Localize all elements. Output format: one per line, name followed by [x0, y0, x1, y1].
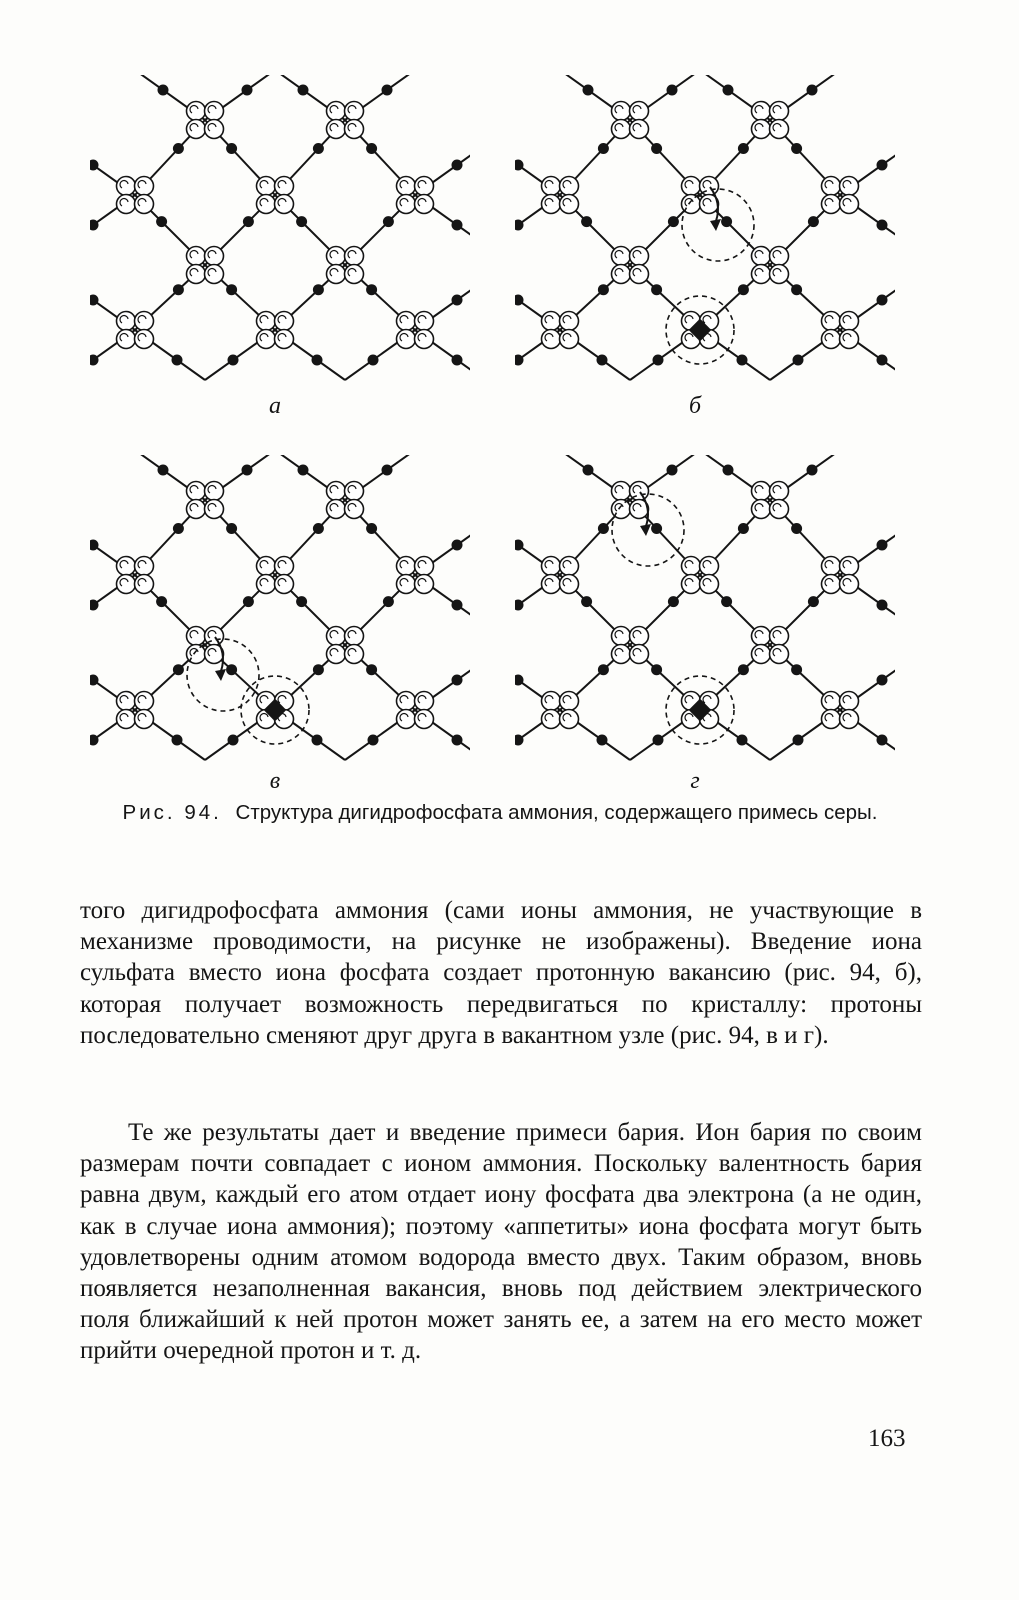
- proton: [653, 735, 664, 746]
- oxygen-atom: [135, 575, 154, 594]
- proton: [452, 735, 463, 746]
- oxygen-atom: [840, 575, 859, 594]
- oxygen-atom: [822, 330, 841, 349]
- oxygen-atom: [397, 557, 416, 576]
- oxygen-atom: [397, 692, 416, 711]
- proton: [173, 664, 184, 675]
- oxygen-atom: [542, 330, 561, 349]
- proton: [228, 355, 239, 366]
- oxygen-atom: [612, 120, 631, 139]
- oxygen-atom: [275, 575, 294, 594]
- oxygen-atom: [135, 710, 154, 729]
- oxygen-atom: [770, 247, 789, 266]
- oxygen-atom: [630, 247, 649, 266]
- oxygen-atom: [187, 120, 206, 139]
- figure-94: [90, 75, 910, 795]
- proton: [877, 295, 888, 306]
- oxygen-atom: [117, 710, 136, 729]
- oxygen-atom: [840, 177, 859, 196]
- paragraph-2-text: Те же результаты дает и введение примеси бария. Ион бария по своим размерам почти совпадает с ионом аммония. Поскольку валентность бария равна двум, каждый его атом отдает иону фосфата два электрона (а не один, как в случае иона аммония); поэтому «аппетиты» иона фосфата могут быть удовлетворены одним атомом водорода вместо двух. Таким образом, вновь появляется незаполненная вакансия, вновь под действием электрического поля ближайший к ней протон может занять ее, а затем на его место может прийти очередной протон и т. д.: [80, 1119, 922, 1365]
- proton: [226, 143, 237, 154]
- proton: [581, 216, 592, 227]
- proton: [158, 465, 169, 476]
- proton: [597, 735, 608, 746]
- proton: [366, 284, 377, 295]
- proton: [598, 284, 609, 295]
- oxygen-atom: [327, 500, 346, 519]
- proton: [651, 664, 662, 675]
- oxygen-atom: [770, 500, 789, 519]
- proton: [242, 85, 253, 96]
- oxygen-atom: [770, 120, 789, 139]
- proton: [298, 85, 309, 96]
- phosphate-group-lower-center: [682, 312, 719, 349]
- proton: [296, 216, 307, 227]
- oxygen-atom: [770, 645, 789, 664]
- arrow-head-icon: [640, 524, 651, 536]
- figure-panel-v: [90, 455, 470, 765]
- oxygen-atom: [700, 557, 719, 576]
- proton: [366, 523, 377, 534]
- proton: [226, 523, 237, 534]
- oxygen-atom: [612, 102, 631, 121]
- oxygen-atom: [205, 120, 224, 139]
- proton: [242, 465, 253, 476]
- proton: [226, 664, 237, 675]
- proton: [598, 143, 609, 154]
- oxygen-atom: [117, 312, 136, 331]
- oxygen-atom: [415, 330, 434, 349]
- proton: [452, 675, 463, 686]
- oxygen-atom: [700, 575, 719, 594]
- proton: [383, 596, 394, 607]
- oxygen-atom: [275, 195, 294, 214]
- proton: [807, 85, 818, 96]
- proton: [156, 596, 167, 607]
- proton: [452, 160, 463, 171]
- oxygen-atom: [257, 557, 276, 576]
- proton: [597, 355, 608, 366]
- proton: [791, 664, 802, 675]
- proton: [791, 523, 802, 534]
- oxygen-atom: [612, 482, 631, 501]
- oxygen-atom: [542, 692, 561, 711]
- oxygen-atom: [770, 102, 789, 121]
- proton: [313, 284, 324, 295]
- oxygen-atom: [560, 557, 579, 576]
- oxygen-atom: [752, 482, 771, 501]
- proton: [383, 216, 394, 227]
- oxygen-atom: [630, 627, 649, 646]
- oxygen-atom: [560, 710, 579, 729]
- oxygen-atom: [542, 177, 561, 196]
- oxygen-atom: [752, 500, 771, 519]
- proton: [877, 540, 888, 551]
- caption-text: Структура дигидрофосфата аммония, содержащего примесь серы.: [235, 801, 878, 824]
- oxygen-atom: [345, 645, 364, 664]
- proton: [793, 355, 804, 366]
- proton: [243, 596, 254, 607]
- oxygen-atom: [630, 265, 649, 284]
- oxygen-atom: [840, 557, 859, 576]
- proton: [807, 465, 818, 476]
- oxygen-atom: [752, 120, 771, 139]
- oxygen-atom: [560, 330, 579, 349]
- oxygen-atom: [822, 710, 841, 729]
- oxygen-atom: [822, 195, 841, 214]
- phosphate-group-lower-center: [257, 692, 294, 729]
- lattice-diagram-v: [90, 455, 470, 765]
- proton: [158, 85, 169, 96]
- paragraph-1: [80, 895, 922, 1051]
- proton: [368, 735, 379, 746]
- oxygen-atom: [117, 195, 136, 214]
- proton: [738, 664, 749, 675]
- oxygen-atom: [117, 557, 136, 576]
- proton: [173, 284, 184, 295]
- arrow-head-icon: [215, 669, 226, 681]
- proton: [808, 596, 819, 607]
- lattice-diagram-g: [515, 455, 895, 765]
- oxygen-atom: [542, 557, 561, 576]
- proton: [651, 523, 662, 534]
- proton: [723, 85, 734, 96]
- page-number: 163: [868, 1425, 906, 1452]
- oxygen-atom: [327, 645, 346, 664]
- oxygen-atom: [327, 265, 346, 284]
- figure-panel-g: [515, 455, 895, 765]
- panel-label-b: б: [688, 393, 702, 419]
- proton: [452, 540, 463, 551]
- oxygen-atom: [345, 482, 364, 501]
- oxygen-atom: [257, 575, 276, 594]
- proton: [738, 284, 749, 295]
- proton: [172, 355, 183, 366]
- oxygen-atom: [770, 482, 789, 501]
- proton: [721, 596, 732, 607]
- oxygen-atom: [135, 330, 154, 349]
- oxygen-atom: [397, 312, 416, 331]
- proton: [368, 355, 379, 366]
- proton: [452, 220, 463, 231]
- oxygen-atom: [345, 627, 364, 646]
- oxygen-atom: [840, 692, 859, 711]
- oxygen-atom: [275, 330, 294, 349]
- oxygen-atom: [630, 120, 649, 139]
- proton: [877, 735, 888, 746]
- proton: [312, 735, 323, 746]
- proton: [452, 355, 463, 366]
- proton: [313, 664, 324, 675]
- oxygen-atom: [822, 575, 841, 594]
- oxygen-atom: [752, 247, 771, 266]
- oxygen-atom: [205, 102, 224, 121]
- oxygen-atom: [560, 575, 579, 594]
- oxygen-atom: [840, 330, 859, 349]
- oxygen-atom: [327, 627, 346, 646]
- oxygen-atom: [275, 177, 294, 196]
- oxygen-atom: [415, 557, 434, 576]
- proton: [653, 355, 664, 366]
- figure-panel-a: [90, 75, 470, 385]
- oxygen-atom: [345, 500, 364, 519]
- oxygen-atom: [205, 482, 224, 501]
- proton: [877, 160, 888, 171]
- proton: [877, 600, 888, 611]
- oxygen-atom: [135, 312, 154, 331]
- oxygen-atom: [135, 195, 154, 214]
- oxygen-atom: [822, 312, 841, 331]
- oxygen-atom: [257, 312, 276, 331]
- proton: [737, 355, 748, 366]
- oxygen-atom: [415, 177, 434, 196]
- oxygen-atom: [187, 500, 206, 519]
- proton: [226, 284, 237, 295]
- proton: [366, 143, 377, 154]
- oxygen-atom: [205, 500, 224, 519]
- proton: [667, 465, 678, 476]
- proton: [366, 664, 377, 675]
- oxygen-atom: [415, 710, 434, 729]
- oxygen-atom: [542, 710, 561, 729]
- oxygen-atom: [560, 177, 579, 196]
- oxygen-atom: [327, 247, 346, 266]
- proton: [737, 735, 748, 746]
- oxygen-atom: [187, 265, 206, 284]
- oxygen-atom: [682, 575, 701, 594]
- caption-figure-number: Рис. 94.: [122, 801, 222, 824]
- oxygen-atom: [415, 692, 434, 711]
- oxygen-atom: [752, 102, 771, 121]
- proton: [583, 85, 594, 96]
- oxygen-atom: [257, 177, 276, 196]
- oxygen-atom: [135, 177, 154, 196]
- oxygen-atom: [840, 312, 859, 331]
- oxygen-atom: [415, 195, 434, 214]
- figure-panel-b: [515, 75, 895, 385]
- oxygen-atom: [822, 177, 841, 196]
- oxygen-atom: [117, 330, 136, 349]
- proton: [173, 143, 184, 154]
- oxygen-atom: [187, 627, 206, 646]
- figure-caption: [80, 800, 920, 825]
- oxygen-atom: [135, 692, 154, 711]
- oxygen-atom: [117, 575, 136, 594]
- oxygen-atom: [205, 247, 224, 266]
- proton: [313, 143, 324, 154]
- arrow-head-icon: [710, 219, 721, 231]
- proton: [228, 735, 239, 746]
- oxygen-atom: [397, 710, 416, 729]
- proton: [452, 600, 463, 611]
- proton: [173, 523, 184, 534]
- proton: [452, 295, 463, 306]
- panel-label-a: а: [269, 393, 281, 419]
- proton: [598, 523, 609, 534]
- oxygen-atom: [205, 265, 224, 284]
- oxygen-atom: [612, 645, 631, 664]
- proton: [313, 523, 324, 534]
- oxygen-atom: [117, 177, 136, 196]
- proton: [668, 596, 679, 607]
- oxygen-atom: [257, 195, 276, 214]
- oxygen-atom: [415, 312, 434, 331]
- oxygen-atom: [752, 645, 771, 664]
- oxygen-atom: [612, 627, 631, 646]
- proton: [791, 284, 802, 295]
- oxygen-atom: [257, 330, 276, 349]
- proton: [156, 216, 167, 227]
- oxygen-atom: [275, 312, 294, 331]
- proton: [877, 220, 888, 231]
- proton: [877, 355, 888, 366]
- proton: [172, 735, 183, 746]
- proton: [583, 465, 594, 476]
- oxygen-atom: [135, 557, 154, 576]
- proton: [581, 596, 592, 607]
- oxygen-atom: [822, 692, 841, 711]
- oxygen-atom: [752, 265, 771, 284]
- proton: [723, 465, 734, 476]
- oxygen-atom: [612, 265, 631, 284]
- proton: [667, 85, 678, 96]
- proton: [877, 675, 888, 686]
- oxygen-atom: [397, 575, 416, 594]
- oxygen-atom: [682, 557, 701, 576]
- oxygen-atom: [822, 557, 841, 576]
- oxygen-atom: [542, 195, 561, 214]
- oxygen-atom: [560, 195, 579, 214]
- oxygen-atom: [397, 330, 416, 349]
- paragraph-2: [80, 1117, 922, 1367]
- oxygen-atom: [542, 575, 561, 594]
- oxygen-atom: [770, 627, 789, 646]
- proton: [808, 216, 819, 227]
- oxygen-atom: [397, 195, 416, 214]
- proton: [793, 735, 804, 746]
- oxygen-atom: [345, 102, 364, 121]
- proton: [721, 216, 732, 227]
- proton: [312, 355, 323, 366]
- oxygen-atom: [560, 312, 579, 331]
- oxygen-atom: [752, 627, 771, 646]
- proton: [668, 216, 679, 227]
- panel-label-g: г: [690, 768, 700, 794]
- proton: [296, 596, 307, 607]
- phosphate-group-lower-center: [682, 692, 719, 729]
- oxygen-atom: [630, 645, 649, 664]
- oxygen-atom: [397, 177, 416, 196]
- oxygen-atom: [117, 692, 136, 711]
- oxygen-atom: [682, 177, 701, 196]
- oxygen-atom: [560, 692, 579, 711]
- proton: [598, 664, 609, 675]
- paragraph-1-text: того дигидрофосфата аммония (сами ионы аммония, не участвующие в механизме проводимости, на рисунке не изображены). Введение иона сульфата вместо иона фосфата создает протонную вакансию (рис. 94, б), которая получает возможность передвигаться по кристаллу: протоны последовательно сменяют друг друга в вакантном узле (рис. 94, в и г).: [80, 897, 922, 1049]
- proton: [791, 143, 802, 154]
- oxygen-atom: [840, 710, 859, 729]
- oxygen-atom: [612, 247, 631, 266]
- oxygen-atom: [187, 102, 206, 121]
- oxygen-atom: [770, 265, 789, 284]
- lattice-diagram-a: [90, 75, 470, 385]
- oxygen-atom: [275, 557, 294, 576]
- proton: [298, 465, 309, 476]
- oxygen-atom: [415, 575, 434, 594]
- panel-label-v: в: [269, 768, 281, 794]
- oxygen-atom: [345, 120, 364, 139]
- proton: [738, 143, 749, 154]
- proton: [651, 284, 662, 295]
- lattice-diagram-b: [515, 75, 895, 385]
- proton: [382, 465, 393, 476]
- oxygen-atom: [327, 120, 346, 139]
- proton: [738, 523, 749, 534]
- proton: [382, 85, 393, 96]
- oxygen-atom: [542, 312, 561, 331]
- oxygen-atom: [187, 482, 206, 501]
- oxygen-atom: [327, 482, 346, 501]
- oxygen-atom: [840, 195, 859, 214]
- oxygen-atom: [187, 247, 206, 266]
- proton: [243, 216, 254, 227]
- oxygen-atom: [345, 265, 364, 284]
- oxygen-atom: [630, 102, 649, 121]
- oxygen-atom: [327, 102, 346, 121]
- proton: [651, 143, 662, 154]
- oxygen-atom: [345, 247, 364, 266]
